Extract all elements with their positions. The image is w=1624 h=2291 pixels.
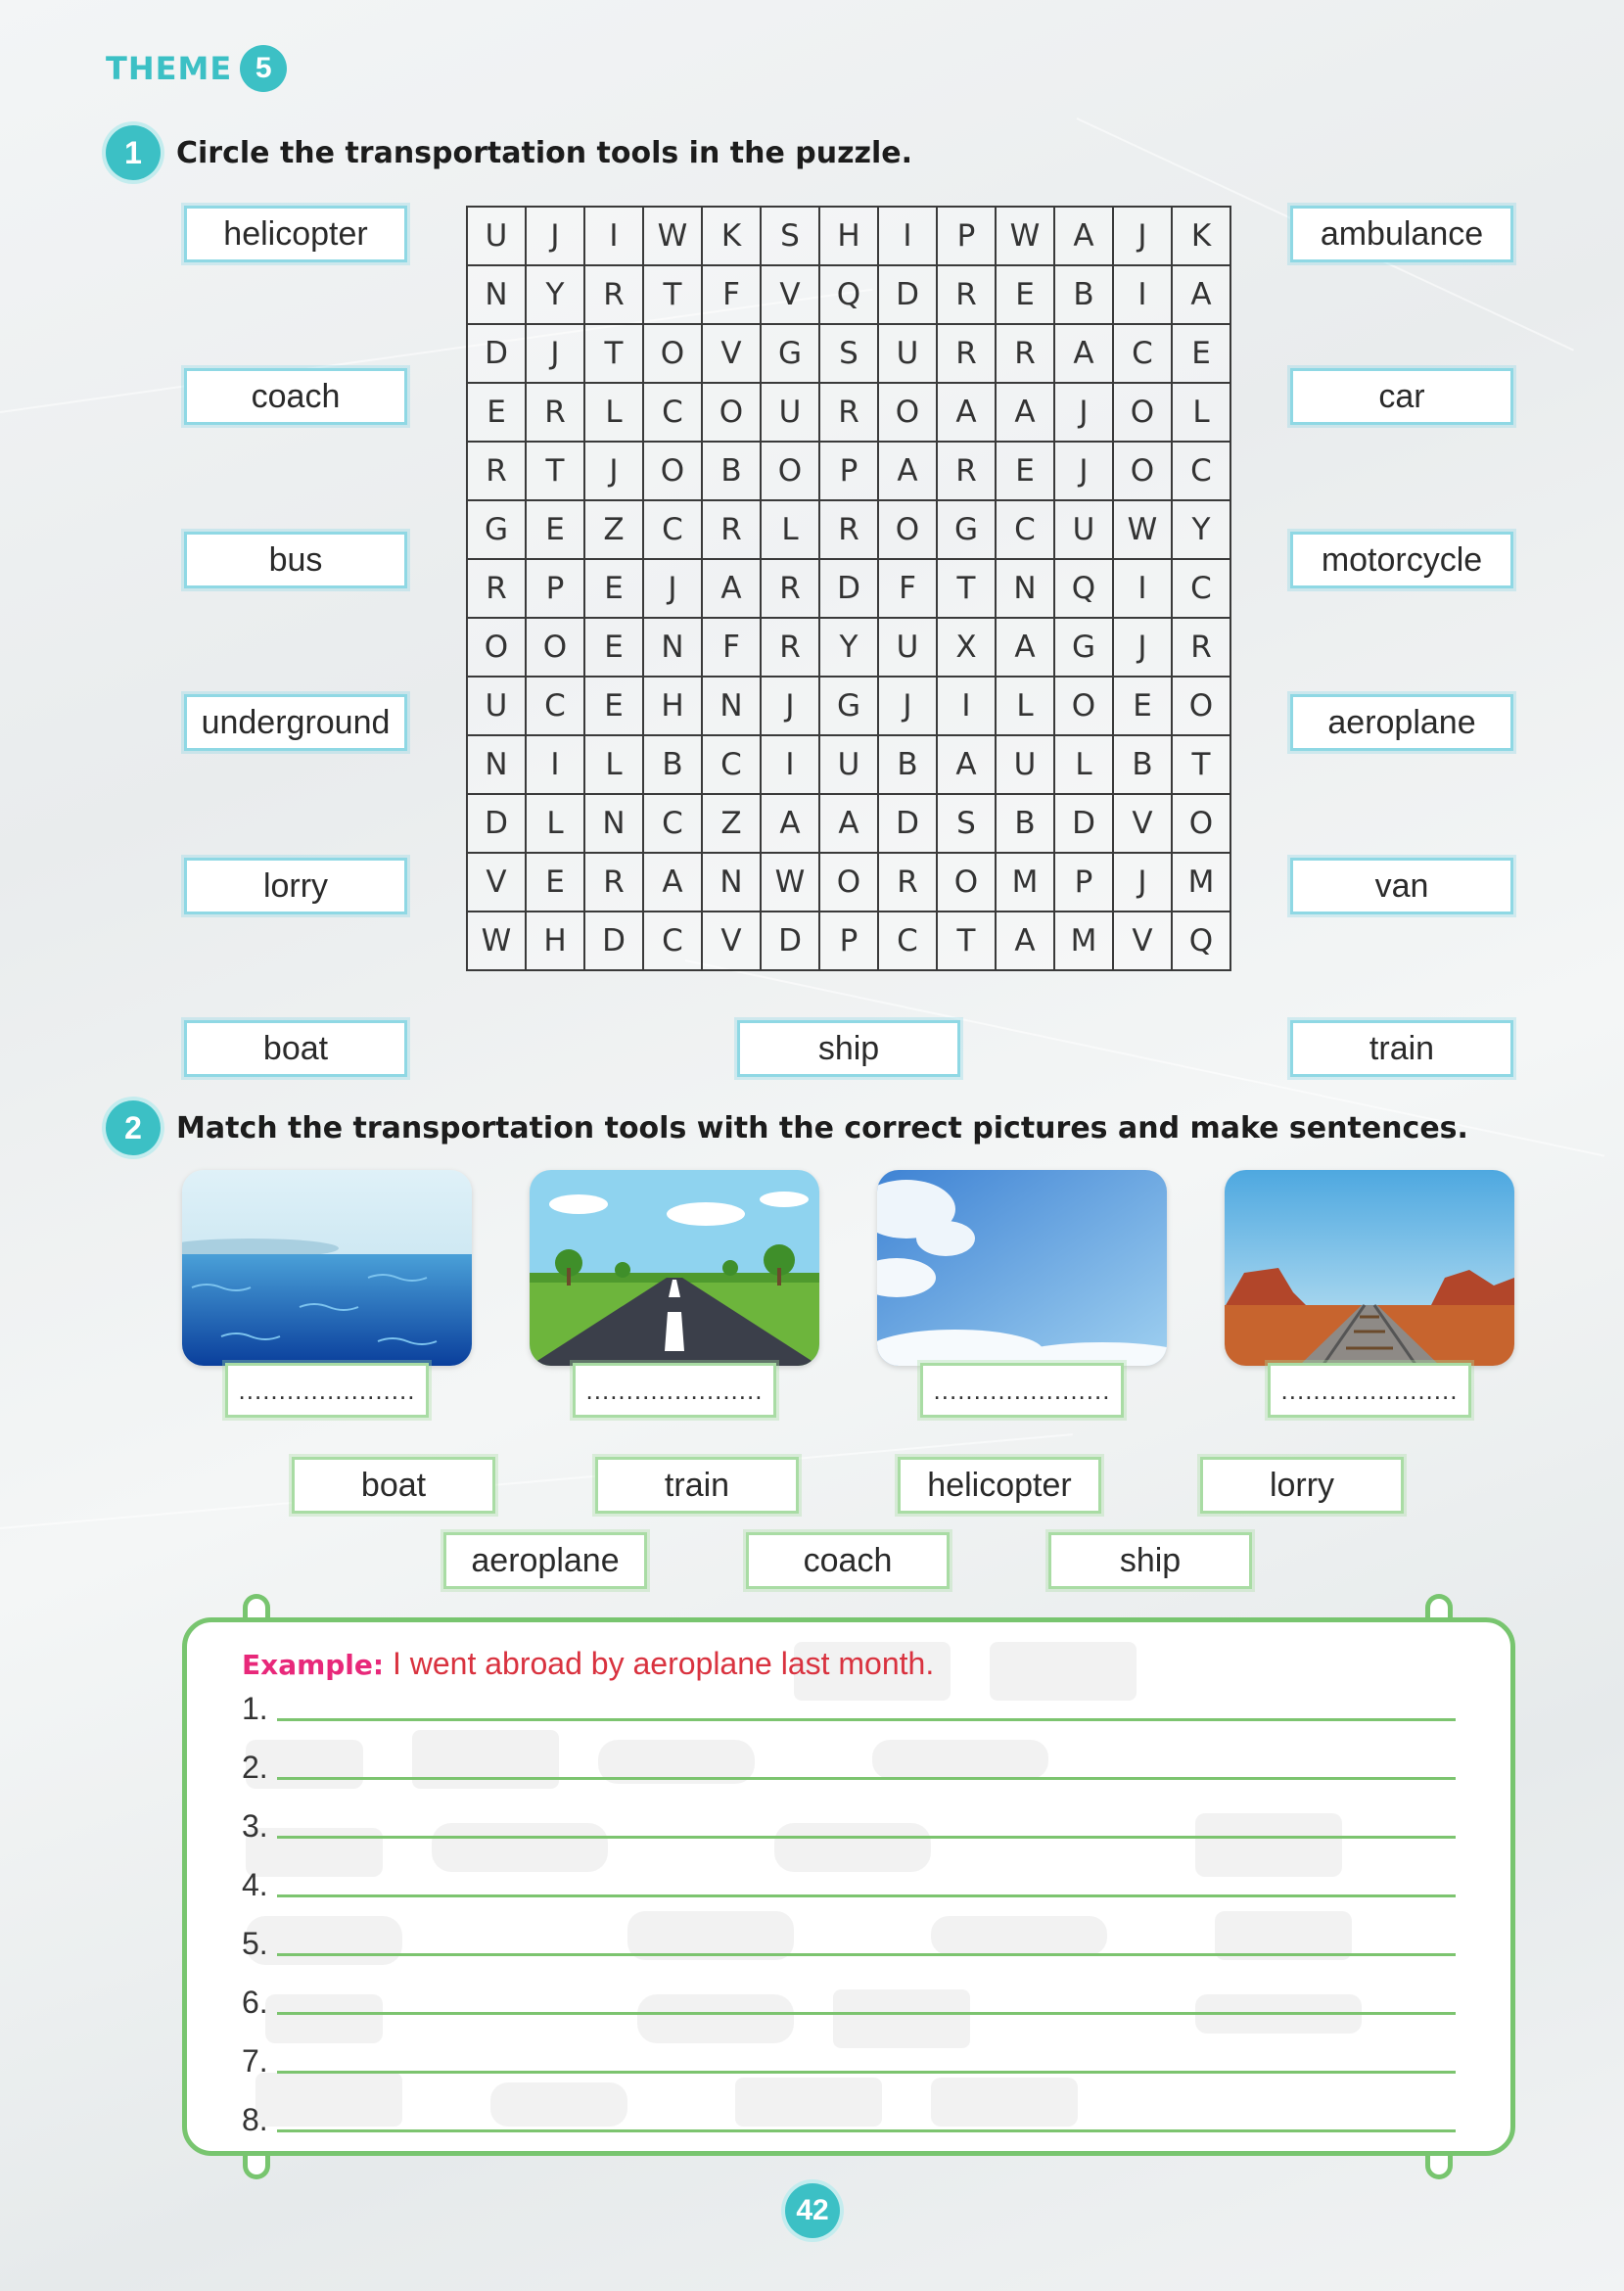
writing-rule — [277, 1777, 1456, 1780]
grid-cell[interactable]: R — [819, 383, 878, 442]
grid-cell[interactable]: L — [761, 500, 819, 559]
grid-cell[interactable]: V — [1113, 912, 1172, 970]
grid-cell[interactable]: Z — [584, 500, 643, 559]
option-box: coach — [746, 1532, 950, 1589]
writing-rule — [277, 1953, 1456, 1956]
exercise-2-instruction: Match the transportation tools with the correct pictures and make sentences. — [176, 1110, 1468, 1146]
grid-cell[interactable]: C — [1113, 324, 1172, 383]
grid-cell[interactable]: A — [1054, 324, 1113, 383]
grid-cell[interactable]: W — [761, 853, 819, 912]
grid-row — [467, 677, 1230, 735]
grid-row — [467, 207, 1230, 265]
road-picture — [530, 1170, 819, 1366]
grid-cell[interactable]: Q — [1054, 559, 1113, 618]
grid-cell[interactable]: G — [761, 324, 819, 383]
line-number: 6. — [242, 1985, 268, 2020]
grid-cell[interactable]: A — [761, 794, 819, 853]
grid-cell[interactable]: Q — [1172, 912, 1230, 970]
grid-cell[interactable]: B — [1113, 735, 1172, 794]
grid-cell[interactable]: E — [1172, 324, 1230, 383]
grid-cell[interactable]: B — [643, 735, 702, 794]
grid-cell[interactable]: P — [937, 207, 996, 265]
sentence-line[interactable] — [242, 2102, 1456, 2138]
grid-cell[interactable]: A — [878, 442, 937, 500]
grid-cell[interactable]: L — [1172, 383, 1230, 442]
grid-cell[interactable]: A — [937, 735, 996, 794]
grid-cell[interactable]: R — [526, 383, 584, 442]
sentence-line[interactable] — [242, 1691, 1456, 1727]
answer-blank[interactable]: ...................... — [225, 1363, 429, 1418]
grid-cell[interactable]: O — [819, 853, 878, 912]
grid-cell[interactable]: I — [761, 735, 819, 794]
grid-cell[interactable]: V — [702, 324, 761, 383]
grid-cell[interactable]: C — [643, 794, 702, 853]
option-box: lorry — [1200, 1457, 1404, 1514]
grid-cell[interactable]: O — [702, 383, 761, 442]
grid-cell[interactable]: C — [526, 677, 584, 735]
grid-cell[interactable]: I — [1113, 265, 1172, 324]
grid-row — [467, 618, 1230, 677]
grid-cell[interactable]: I — [526, 735, 584, 794]
grid-cell[interactable]: N — [702, 853, 761, 912]
grid-cell[interactable]: D — [761, 912, 819, 970]
grid-cell[interactable]: J — [1054, 383, 1113, 442]
word-box-left: coach — [184, 368, 407, 425]
page-number: 42 — [785, 2183, 840, 2238]
grid-cell[interactable]: Y — [1172, 500, 1230, 559]
grid-cell[interactable]: G — [937, 500, 996, 559]
grid-cell[interactable]: W — [996, 207, 1054, 265]
grid-cell[interactable]: T — [937, 912, 996, 970]
grid-cell[interactable]: Q — [819, 265, 878, 324]
grid-cell[interactable]: E — [1113, 677, 1172, 735]
grid-cell[interactable]: O — [643, 442, 702, 500]
grid-cell[interactable]: S — [819, 324, 878, 383]
grid-cell[interactable]: A — [819, 794, 878, 853]
grid-cell[interactable]: V — [467, 853, 526, 912]
grid-row — [467, 265, 1230, 324]
grid-cell[interactable]: C — [1172, 442, 1230, 500]
writing-rule — [277, 1718, 1456, 1721]
grid-cell[interactable]: M — [1172, 853, 1230, 912]
grid-cell[interactable]: V — [1113, 794, 1172, 853]
grid-cell[interactable]: J — [1054, 442, 1113, 500]
grid-cell[interactable]: M — [996, 853, 1054, 912]
grid-row — [467, 794, 1230, 853]
grid-cell[interactable]: E — [526, 853, 584, 912]
grid-cell[interactable]: C — [996, 500, 1054, 559]
grid-cell[interactable]: E — [467, 383, 526, 442]
grid-cell[interactable]: J — [1113, 207, 1172, 265]
grid-cell[interactable]: B — [1054, 265, 1113, 324]
word-box-left: helicopter — [184, 206, 407, 262]
grid-cell[interactable]: H — [819, 207, 878, 265]
line-number: 8. — [242, 2102, 268, 2137]
grid-cell[interactable]: A — [996, 912, 1054, 970]
grid-cell[interactable]: L — [996, 677, 1054, 735]
grid-cell[interactable]: U — [878, 324, 937, 383]
grid-cell[interactable]: S — [937, 794, 996, 853]
word-box-right: train — [1290, 1020, 1513, 1077]
grid-cell[interactable]: O — [467, 618, 526, 677]
grid-cell[interactable]: A — [1054, 207, 1113, 265]
sentence-line[interactable] — [242, 1867, 1456, 1903]
grid-cell[interactable]: T — [526, 442, 584, 500]
grid-row — [467, 912, 1230, 970]
grid-cell[interactable]: R — [467, 442, 526, 500]
grid-cell[interactable]: R — [937, 265, 996, 324]
grid-cell[interactable]: J — [1113, 618, 1172, 677]
grid-cell[interactable]: R — [584, 853, 643, 912]
line-number: 7. — [242, 2043, 268, 2079]
word-box-right: van — [1290, 858, 1513, 914]
sky-picture — [877, 1170, 1167, 1366]
word-search-grid — [466, 206, 1231, 971]
grid-cell[interactable]: C — [643, 912, 702, 970]
grid-cell[interactable]: N — [467, 735, 526, 794]
grid-cell[interactable]: J — [1113, 853, 1172, 912]
word-box-right: car — [1290, 368, 1513, 425]
grid-cell[interactable]: E — [584, 677, 643, 735]
grid-cell[interactable]: P — [526, 559, 584, 618]
answer-blank[interactable]: ...................... — [1268, 1363, 1471, 1418]
grid-cell[interactable]: U — [467, 207, 526, 265]
grid-cell[interactable]: B — [702, 442, 761, 500]
grid-cell[interactable]: A — [643, 853, 702, 912]
grid-cell[interactable]: O — [761, 442, 819, 500]
grid-cell[interactable]: O — [878, 500, 937, 559]
exercise-1-heading — [106, 125, 912, 180]
grid-cell[interactable]: V — [702, 912, 761, 970]
grid-cell[interactable]: R — [937, 442, 996, 500]
grid-cell[interactable]: C — [643, 500, 702, 559]
grid-cell[interactable]: I — [878, 207, 937, 265]
grid-cell[interactable]: J — [526, 324, 584, 383]
line-number: 4. — [242, 1867, 268, 1902]
word-box-left: boat — [184, 1020, 407, 1077]
grid-cell[interactable]: D — [467, 794, 526, 853]
grid-cell[interactable]: R — [878, 853, 937, 912]
exercise-number-badge: 2 — [106, 1100, 161, 1155]
grid-row — [467, 324, 1230, 383]
grid-cell[interactable]: O — [878, 383, 937, 442]
writing-rule — [277, 2012, 1456, 2015]
grid-cell[interactable]: O — [1113, 383, 1172, 442]
grid-cell[interactable]: I — [584, 207, 643, 265]
option-box: train — [595, 1457, 799, 1514]
theme-heading — [106, 45, 287, 92]
sentence-line[interactable] — [242, 1750, 1456, 1786]
grid-cell[interactable]: G — [819, 677, 878, 735]
exercise-number-badge: 1 — [106, 125, 161, 180]
grid-cell[interactable]: A — [937, 383, 996, 442]
grid-cell[interactable]: F — [702, 265, 761, 324]
grid-cell[interactable]: W — [643, 207, 702, 265]
word-box-left: underground — [184, 694, 407, 751]
grid-cell[interactable]: G — [1054, 618, 1113, 677]
grid-cell[interactable]: S — [761, 207, 819, 265]
grid-cell[interactable]: X — [937, 618, 996, 677]
grid-cell[interactable]: W — [1113, 500, 1172, 559]
writing-rule — [277, 1836, 1456, 1839]
grid-cell[interactable]: N — [702, 677, 761, 735]
railway-picture — [1225, 1170, 1514, 1366]
grid-cell[interactable]: E — [526, 500, 584, 559]
grid-row — [467, 853, 1230, 912]
grid-cell[interactable]: I — [1113, 559, 1172, 618]
grid-cell[interactable]: L — [584, 735, 643, 794]
grid-cell[interactable]: Z — [702, 794, 761, 853]
word-box-left: bus — [184, 532, 407, 588]
writing-rule — [277, 2071, 1456, 2074]
grid-cell[interactable]: U — [878, 618, 937, 677]
grid-cell[interactable]: U — [761, 383, 819, 442]
grid-cell[interactable]: E — [996, 265, 1054, 324]
grid-cell[interactable]: J — [584, 442, 643, 500]
grid-cell[interactable]: T — [937, 559, 996, 618]
grid-cell[interactable]: R — [467, 559, 526, 618]
grid-row — [467, 559, 1230, 618]
word-box-right: motorcycle — [1290, 532, 1513, 588]
grid-cell[interactable]: R — [702, 500, 761, 559]
exercise-1-instruction: Circle the transportation tools in the puzzle. — [176, 135, 913, 170]
grid-cell[interactable]: L — [526, 794, 584, 853]
grid-cell[interactable]: A — [996, 383, 1054, 442]
grid-cell[interactable]: C — [702, 735, 761, 794]
sentence-line[interactable] — [242, 1926, 1456, 1962]
grid-cell[interactable]: R — [761, 618, 819, 677]
sentence-writing-panel — [182, 1617, 1515, 2156]
example-label: Example: — [242, 1649, 385, 1681]
option-box: boat — [292, 1457, 495, 1514]
grid-cell[interactable]: C — [878, 912, 937, 970]
example-sentence — [242, 1646, 934, 1682]
grid-cell[interactable]: B — [996, 794, 1054, 853]
line-number: 3. — [242, 1808, 268, 1844]
grid-row — [467, 442, 1230, 500]
grid-cell[interactable]: I — [937, 677, 996, 735]
grid-cell[interactable]: A — [702, 559, 761, 618]
grid-cell[interactable]: Y — [526, 265, 584, 324]
grid-cell[interactable]: O — [1172, 794, 1230, 853]
grid-cell[interactable]: P — [819, 912, 878, 970]
grid-cell[interactable]: U — [1054, 500, 1113, 559]
grid-cell[interactable]: E — [996, 442, 1054, 500]
grid-cell[interactable]: V — [761, 265, 819, 324]
grid-cell[interactable]: J — [643, 559, 702, 618]
grid-cell[interactable]: T — [643, 265, 702, 324]
grid-cell[interactable]: J — [761, 677, 819, 735]
theme-number: 5 — [240, 45, 287, 92]
grid-row — [467, 735, 1230, 794]
grid-cell[interactable]: T — [584, 324, 643, 383]
grid-cell[interactable]: O — [643, 324, 702, 383]
grid-cell[interactable]: R — [937, 324, 996, 383]
word-box-right: aeroplane — [1290, 694, 1513, 751]
sea-picture — [182, 1170, 472, 1366]
grid-cell[interactable]: J — [878, 677, 937, 735]
grid-cell[interactable]: O — [1054, 677, 1113, 735]
grid-cell[interactable]: O — [937, 853, 996, 912]
exercise-2-heading — [106, 1100, 1468, 1155]
grid-cell[interactable]: R — [584, 265, 643, 324]
example-text: I went abroad by aeroplane last month. — [384, 1646, 935, 1681]
grid-cell[interactable]: D — [819, 559, 878, 618]
grid-cell[interactable]: N — [643, 618, 702, 677]
grid-cell[interactable]: N — [584, 794, 643, 853]
grid-cell[interactable]: H — [526, 912, 584, 970]
grid-cell[interactable]: D — [1054, 794, 1113, 853]
grid-cell[interactable]: R — [1172, 618, 1230, 677]
grid-cell[interactable]: N — [467, 265, 526, 324]
grid-cell[interactable]: L — [584, 383, 643, 442]
grid-cell[interactable]: G — [467, 500, 526, 559]
grid-cell[interactable]: P — [1054, 853, 1113, 912]
word-box-center: ship — [737, 1020, 960, 1077]
writing-rule — [277, 1894, 1456, 1897]
grid-cell[interactable]: E — [584, 618, 643, 677]
grid-cell[interactable]: D — [584, 912, 643, 970]
grid-cell[interactable]: U — [996, 735, 1054, 794]
grid-cell[interactable]: R — [996, 324, 1054, 383]
option-box: helicopter — [898, 1457, 1101, 1514]
grid-cell[interactable]: F — [702, 618, 761, 677]
theme-label: THEME — [106, 50, 233, 87]
grid-cell[interactable]: R — [761, 559, 819, 618]
grid-cell[interactable]: A — [1172, 265, 1230, 324]
grid-cell[interactable]: M — [1054, 912, 1113, 970]
grid-cell[interactable]: P — [819, 442, 878, 500]
answer-blank[interactable]: ...................... — [920, 1363, 1124, 1418]
line-number: 2. — [242, 1750, 268, 1785]
line-number: 5. — [242, 1926, 268, 1961]
grid-cell[interactable]: D — [467, 324, 526, 383]
word-box-right: ambulance — [1290, 206, 1513, 262]
sentence-line[interactable] — [242, 1985, 1456, 2021]
grid-cell[interactable]: D — [878, 794, 937, 853]
grid-cell[interactable]: F — [878, 559, 937, 618]
grid-row — [467, 500, 1230, 559]
grid-cell[interactable]: U — [467, 677, 526, 735]
grid-cell[interactable]: J — [526, 207, 584, 265]
grid-cell[interactable]: B — [878, 735, 937, 794]
writing-rule — [277, 2129, 1456, 2132]
grid-cell[interactable]: T — [1172, 735, 1230, 794]
option-box: aeroplane — [443, 1532, 647, 1589]
grid-cell[interactable]: W — [467, 912, 526, 970]
grid-cell[interactable]: R — [819, 500, 878, 559]
grid-cell[interactable]: O — [526, 618, 584, 677]
answer-blank[interactable]: ...................... — [573, 1363, 776, 1418]
grid-cell[interactable]: U — [819, 735, 878, 794]
grid-cell[interactable]: K — [702, 207, 761, 265]
grid-cell[interactable]: C — [643, 383, 702, 442]
grid-cell[interactable]: O — [1113, 442, 1172, 500]
sentence-line[interactable] — [242, 2043, 1456, 2080]
grid-cell[interactable]: N — [996, 559, 1054, 618]
word-box-left: lorry — [184, 858, 407, 914]
grid-cell[interactable]: E — [584, 559, 643, 618]
grid-row — [467, 383, 1230, 442]
grid-cell[interactable]: H — [643, 677, 702, 735]
grid-cell[interactable]: K — [1172, 207, 1230, 265]
line-number: 1. — [242, 1691, 268, 1726]
sentence-line[interactable] — [242, 1808, 1456, 1845]
grid-cell[interactable]: D — [878, 265, 937, 324]
grid-cell[interactable]: C — [1172, 559, 1230, 618]
grid-cell[interactable]: O — [1172, 677, 1230, 735]
grid-cell[interactable]: Y — [819, 618, 878, 677]
grid-cell[interactable]: L — [1054, 735, 1113, 794]
option-box: ship — [1048, 1532, 1252, 1589]
grid-cell[interactable]: A — [996, 618, 1054, 677]
